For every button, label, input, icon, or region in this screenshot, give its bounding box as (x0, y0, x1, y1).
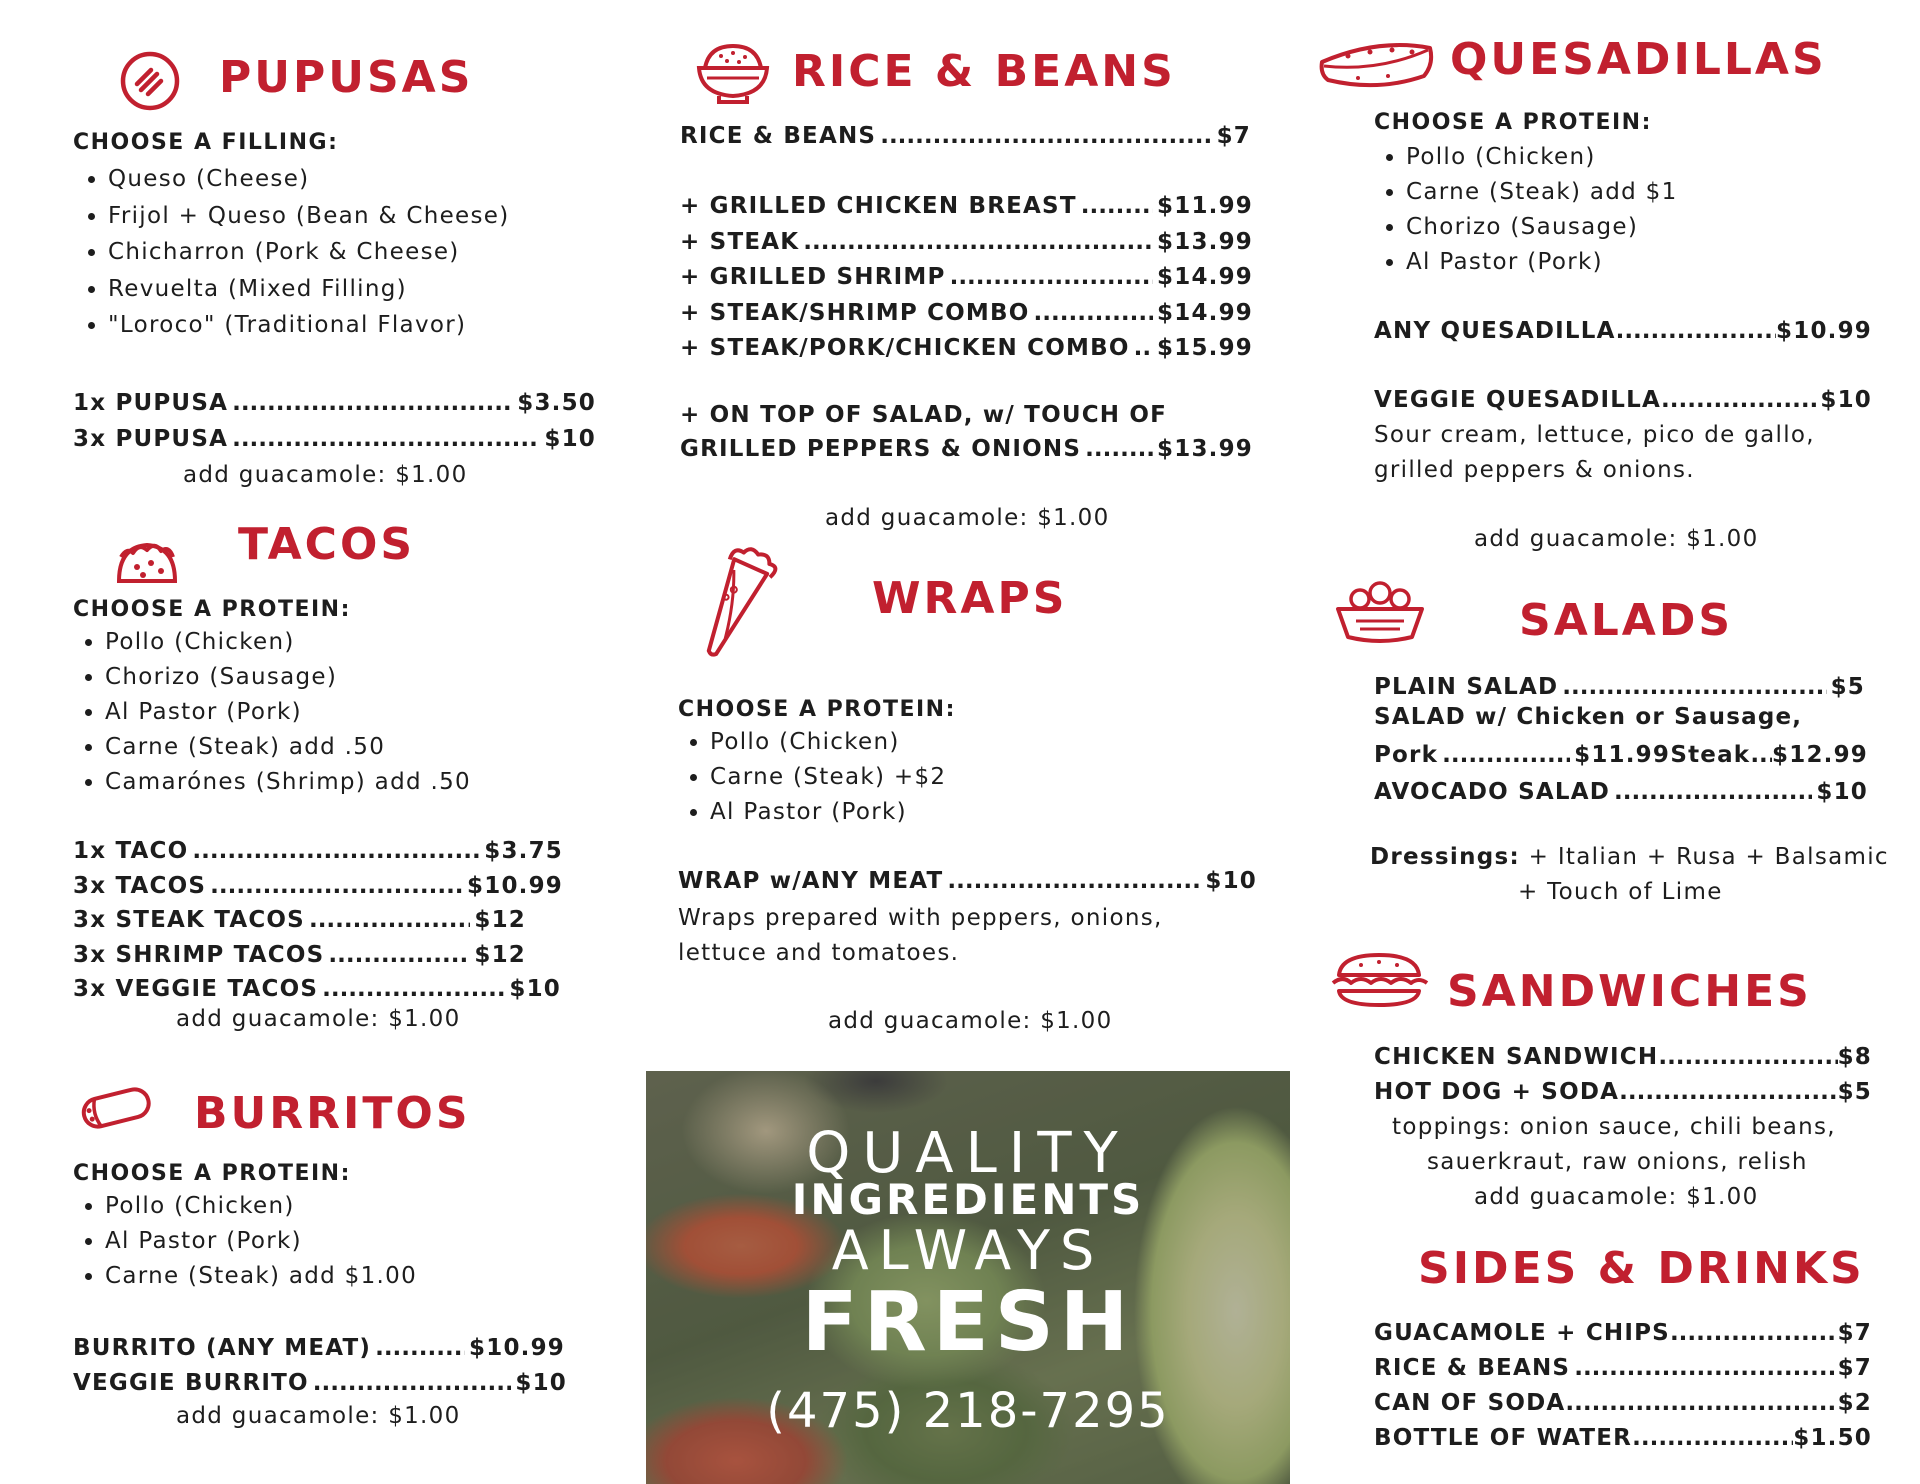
salads-dressings-line2: + Touch of Lime (1518, 879, 1723, 905)
pupusa-icon (117, 48, 183, 114)
price-row: ANY QUESADILLA ..... $10.99 (1374, 314, 1872, 350)
price-row: + STEAK ..... $13.99 (680, 225, 1253, 261)
list-item: • Chorizo (Sausage) (1406, 210, 1678, 245)
salad-bowl-icon (1334, 579, 1426, 649)
price-row: WRAP w/ANY MEAT ..... $10 (678, 864, 1257, 900)
burritos-title: BURRITOS (194, 1088, 471, 1139)
tacos-title: TACOS (238, 519, 416, 570)
tacos-prices (73, 834, 563, 1007)
pupusas-choose-label: CHOOSE A FILLING: (73, 130, 339, 155)
salads-dressings (1370, 844, 1889, 870)
burritos-guacamole-note: add guacamole: $1.00 (176, 1403, 461, 1429)
list-item: • Chorizo (Sausage) (105, 660, 471, 695)
promo-line-quality: QUALITY (806, 1121, 1130, 1186)
quesadillas-veggie-price (1374, 383, 1872, 419)
price-row: 1x TACO ..... $3.75 (73, 834, 563, 869)
price-row: 3x STEAK TACOS ..... $12 (73, 903, 526, 938)
wraps-price (678, 864, 1257, 900)
dressings-label: Dressings: (1370, 844, 1521, 870)
promo-phone: (475) 218-7295 (766, 1383, 1170, 1439)
price-row: + STEAK/SHRIMP COMBO ..... $14.99 (680, 296, 1253, 332)
list-item: • Frijol + Queso (Bean & Cheese) (108, 198, 510, 235)
price-row: VEGGIE BURRITO ..... $10 (73, 1366, 567, 1401)
promo-line-ingredients: INGREDIENTS (791, 1175, 1145, 1224)
price-row: RICE & BEANS ..... $7 (1374, 1351, 1872, 1386)
promo-line-always: ALWAYS (831, 1219, 1105, 1282)
wrap-icon (678, 543, 790, 665)
wraps-options (677, 725, 946, 830)
burritos-prices (73, 1331, 565, 1400)
sides-drinks-title: SIDES & DRINKS (1418, 1243, 1865, 1294)
price-row: 3x VEGGIE TACOS ..... $10 (73, 972, 561, 1007)
rice-bowl-icon (693, 40, 773, 106)
burritos-choose-label: CHOOSE A PROTEIN: (73, 1161, 351, 1186)
quesadillas-choose-label: CHOOSE A PROTEIN: (1374, 110, 1652, 135)
list-item: • Chicharron (Pork & Cheese) (108, 234, 510, 271)
salads-plain (1374, 670, 1865, 706)
rice-beans-salad-price (680, 432, 1253, 468)
list-item: • Queso (Cheese) (108, 161, 510, 198)
sides-drinks-prices (1374, 1316, 1872, 1456)
price-row: 1x PUPUSA ..... $3.50 (73, 386, 596, 422)
price-row: + STEAK/PORK/CHICKEN COMBO ..... $15.99 (680, 331, 1253, 367)
wraps-guacamole-note: add guacamole: $1.00 (828, 1008, 1113, 1034)
rice-beans-title: RICE & BEANS (792, 46, 1176, 97)
list-item: • Al Pastor (Pork) (105, 695, 471, 730)
tacos-guacamole-note: add guacamole: $1.00 (176, 1006, 461, 1032)
list-item: • Pollo (Chicken) (105, 1189, 417, 1224)
rice-beans-addons (680, 189, 1253, 367)
list-item: • Al Pastor (Pork) (105, 1224, 417, 1259)
wraps-description: Wraps prepared with peppers, onions, lettuce and tomatoes. (678, 905, 1163, 966)
tacos-options (72, 625, 471, 800)
dressings-options: + Italian + Rusa + Balsamic (1528, 844, 1889, 870)
price-row: HOT DOG + SODA ..... $5 (1374, 1075, 1872, 1110)
list-item: • "Loroco" (Traditional Flavor) (108, 307, 510, 344)
list-item: • Carne (Steak) add $1.00 (105, 1259, 417, 1294)
quesadillas-any-price (1374, 314, 1872, 350)
rice-beans-salad-line: + ON TOP OF SALAD, w/ TOUCH OF (680, 402, 1168, 428)
sandwiches-title: SANDWICHES (1447, 966, 1812, 1017)
burritos-options (72, 1189, 417, 1294)
price-row: 3x SHRIMP TACOS ..... $12 (73, 938, 526, 973)
price-row: 3x PUPUSA ..... $10 (73, 422, 596, 458)
price-row: CAN OF SODA ..... $2 (1374, 1386, 1872, 1421)
salads-meat-line: SALAD w/ Chicken or Sausage, (1374, 704, 1803, 730)
price-row: GUACAMOLE + CHIPS ..... $7 (1374, 1316, 1872, 1351)
list-item: • Revuelta (Mixed Filling) (108, 271, 510, 308)
rice-beans-base (680, 119, 1251, 155)
food-photo (646, 1071, 1290, 1484)
price-row: BURRITO (ANY MEAT) ..... $10.99 (73, 1331, 565, 1366)
wraps-choose-label: CHOOSE A PROTEIN: (678, 697, 956, 722)
tacos-choose-label: CHOOSE A PROTEIN: (73, 597, 351, 622)
price-row: PLAIN SALAD ..... $5 (1374, 670, 1865, 706)
sandwiches-toppings-line1: toppings: onion sauce, chili beans, (1392, 1114, 1836, 1140)
sandwiches-toppings-line2: sauerkraut, raw onions, relish (1427, 1149, 1808, 1175)
salads-avocado (1374, 775, 1868, 811)
list-item: • Pollo (Chicken) (105, 625, 471, 660)
list-item: • Carne (Steak) +$2 (710, 760, 946, 795)
sandwiches-prices (1374, 1040, 1872, 1110)
burrito-icon (77, 1082, 155, 1132)
price-row: BOTTLE OF WATER ..... $1.50 (1374, 1421, 1872, 1456)
price-row: + GRILLED SHRIMP ..... $14.99 (680, 260, 1253, 296)
list-item: • Pollo (Chicken) (710, 725, 946, 760)
pupusas-guacamole-note: add guacamole: $1.00 (183, 462, 468, 488)
taco-icon (113, 535, 181, 587)
quesadilla-icon (1318, 40, 1436, 92)
sandwiches-guacamole-note: add guacamole: $1.00 (1474, 1184, 1759, 1210)
list-item: • Carne (Steak) add $1 (1406, 175, 1678, 210)
quesadillas-description: Sour cream, lettuce, pico de gallo, grilled peppers & onions. (1374, 422, 1815, 483)
wraps-title: WRAPS (872, 573, 1068, 624)
salads-meat-prices (1374, 738, 1868, 774)
price-row: 3x TACOS ..... $10.99 (73, 869, 563, 904)
price-row: + GRILLED CHICKEN BREAST ..... $11.99 (680, 189, 1253, 225)
price-row: GRILLED PEPPERS & ONIONS ..... $13.99 (680, 432, 1253, 468)
pupusas-title: PUPUSAS (219, 52, 474, 103)
list-item: • Carne (Steak) add .50 (105, 730, 471, 765)
pupusas-prices (73, 386, 596, 457)
price-row: CHICKEN SANDWICH ..... $8 (1374, 1040, 1872, 1075)
rice-beans-guacamole-note: add guacamole: $1.00 (825, 505, 1110, 531)
promo-line-fresh: FRESH (801, 1275, 1135, 1370)
sandwich-icon (1329, 949, 1431, 1011)
price-row: VEGGIE QUESADILLA ..... $10 (1374, 383, 1872, 419)
price-row: Pork ..... $11.99 Steak ..... $12.99 (1374, 738, 1868, 774)
pupusas-options (75, 161, 510, 344)
list-item: • Camarónes (Shrimp) add .50 (105, 765, 471, 800)
price-row: AVOCADO SALAD ..... $10 (1374, 775, 1868, 811)
list-item: • Pollo (Chicken) (1406, 140, 1678, 175)
quesadillas-title: QUESADILLAS (1450, 34, 1827, 85)
quesadillas-options (1373, 140, 1678, 280)
salads-title: SALADS (1519, 595, 1734, 646)
price-row: RICE & BEANS ..... $7 (680, 119, 1251, 155)
list-item: • Al Pastor (Pork) (710, 795, 946, 830)
list-item: • Al Pastor (Pork) (1406, 245, 1678, 280)
quesadillas-guacamole-note: add guacamole: $1.00 (1474, 526, 1759, 552)
